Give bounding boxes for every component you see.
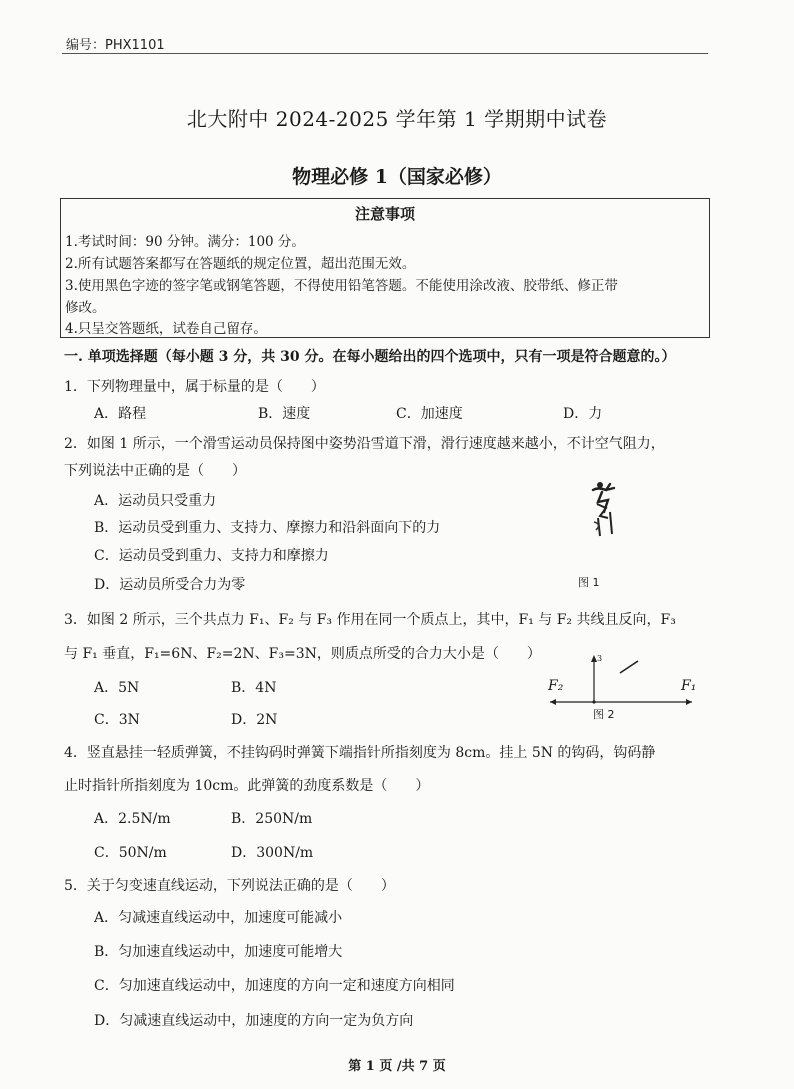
force-label-f1: F₁	[681, 678, 697, 694]
q5-option-b: B．匀加速直线运动中，加速度可能增大	[94, 944, 343, 960]
force-label-f3: 3	[597, 654, 603, 663]
q2-option-a: A．运动员只受重力	[94, 493, 217, 509]
notice-line: 1.考试时间：90 分钟。满分：100 分。	[65, 234, 305, 250]
q4-option-c: C．50N/m	[94, 845, 167, 861]
page-title: 北大附中 2024-2025 学年第 1 学期期中试卷	[186, 107, 608, 131]
q1-option-c: C．加速度	[396, 406, 463, 422]
q3-option-b: B．4N	[231, 680, 277, 696]
q5-option-d: D．匀减速直线运动中，加速度的方向一定为负方向	[94, 1013, 414, 1029]
question-5-stem: 5．关于匀变速直线运动，下列说法正确的是（ ）	[64, 878, 395, 894]
notice-box	[60, 198, 710, 338]
notice-line: 修改。	[65, 300, 106, 316]
notice-line: 3.使用黑色字迹的签字笔或钢笔答题，不得使用铅笔答题。不能使用涂改液、胶带纸、修正带	[65, 278, 618, 294]
exam-code: 编号：PHX1101	[66, 38, 165, 53]
question-3-stem-line1: 3．如图 2 所示，三个共点力 F₁、F₂ 与 F₃ 作用在同一个质点上，其中，F₁ 与 F₂ 共线且反向，F₃	[64, 612, 676, 628]
q1-option-a: A．路程	[94, 406, 147, 422]
force-diagram	[544, 645, 700, 715]
q5-option-a: A．匀减速直线运动中，加速度可能减小	[94, 910, 343, 926]
header-rule	[62, 53, 708, 54]
question-3-stem-line2: 与 F₁ 垂直，F₁=6N、F₂=2N、F₃=3N，则质点所受的合力大小是（ ）	[64, 646, 541, 662]
notice-heading: 注意事项	[354, 205, 415, 223]
q1-option-b: B．速度	[258, 406, 311, 422]
figure-1-caption: 图 1	[578, 576, 600, 589]
q2-option-b: B．运动员受到重力、支持力、摩擦力和沿斜面向下的力	[94, 520, 441, 536]
q4-option-d: D．300N/m	[231, 845, 314, 861]
question-2-stem-line2: 下列说法中正确的是（ ）	[64, 463, 246, 479]
q3-option-c: C．3N	[94, 712, 140, 728]
notice-line: 2.所有试题答案都写在答题纸的规定位置，超出范围无效。	[65, 256, 416, 272]
page-number: 第 1 页 /共 7 页	[348, 1059, 446, 1074]
figure-2-caption: 图 2	[593, 708, 615, 721]
q4-option-b: B．250N/m	[231, 811, 313, 827]
q4-option-a: A．2.5N/m	[94, 811, 171, 827]
q3-option-a: A．5N	[94, 680, 140, 696]
question-2-stem-line1: 2．如图 1 所示，一个滑雪运动员保持图中姿势沿雪道下滑，滑行速度越来越小，不计空气阻力，	[64, 436, 665, 452]
force-label-f2: F₂	[548, 678, 564, 694]
section-heading: 一. 单项选择题（每小题 3 分，共 30 分。在每小题给出的四个选项中，只有一项是符合题意的。）	[64, 349, 676, 365]
q3-option-d: D．2N	[231, 712, 278, 728]
question-1-stem: 1．下列物理量中，属于标量的是（ ）	[64, 379, 325, 395]
q5-option-c: C．匀加速直线运动中，加速度的方向一定和速度方向相同	[94, 978, 455, 994]
q2-option-d: D．运动员所受合力为零	[94, 577, 246, 593]
q1-option-d: D．力	[563, 406, 603, 422]
notice-line: 4.只呈交答题纸，试卷自己留存。	[65, 321, 267, 337]
page-subtitle: 物理必修 1（国家必修）	[292, 166, 502, 188]
question-4-stem-line2: 止时指针所指刻度为 10cm。此弹簧的劲度系数是（ ）	[64, 778, 430, 794]
skier-figure	[588, 478, 624, 540]
q2-option-c: C．运动员受到重力、支持力和摩擦力	[94, 548, 329, 564]
question-4-stem-line1: 4．竖直悬挂一轻质弹簧，不挂钩码时弹簧下端指针所指刻度为 8cm。挂上 5N 的钩码，钩码静	[64, 745, 656, 761]
